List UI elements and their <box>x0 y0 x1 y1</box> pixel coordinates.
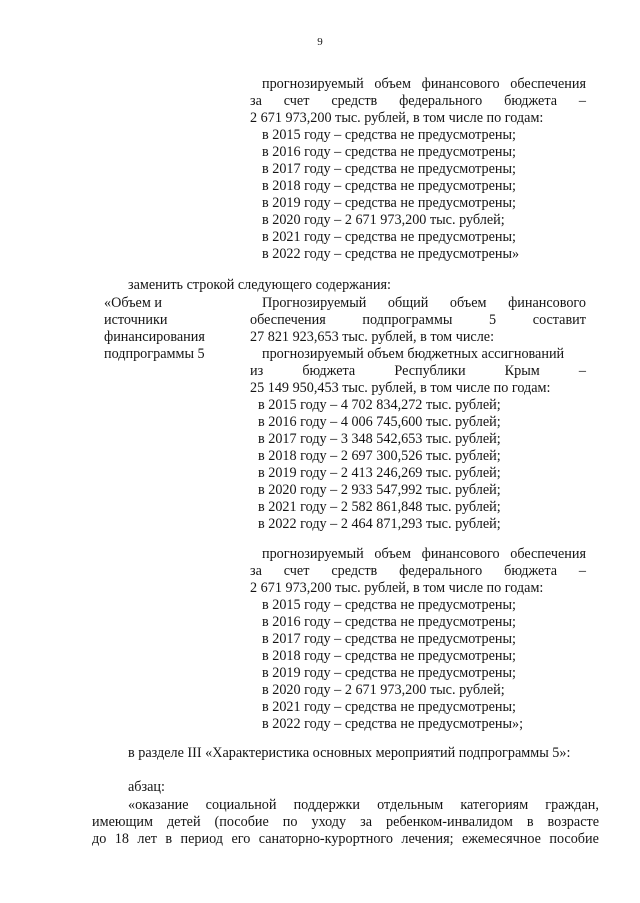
word: пособие <box>549 831 599 847</box>
word: обеспечения <box>510 76 586 92</box>
word: прогнозируемый <box>262 76 364 92</box>
block2-line5 <box>250 363 586 379</box>
section-line: в разделе III «Характеристика основных мероприятий подпрограммы 5»: <box>128 745 571 761</box>
word: счет <box>283 93 310 109</box>
left-column-label: подпрограммы 5 <box>104 346 205 362</box>
block3-year-row: в 2020 году – 2 671 973,200 тыс. рублей; <box>262 682 505 698</box>
block1-total: 2 671 973,200 тыс. рублей, в том числе по годам: <box>250 110 544 126</box>
word: счет <box>283 563 310 579</box>
block2-year-row: в 2018 году – 2 697 300,526 тыс. рублей; <box>258 448 501 464</box>
word: период <box>180 831 224 847</box>
block1-year-row: в 2021 году – средства не предусмотрены; <box>262 229 516 245</box>
word: федерального <box>399 93 483 109</box>
word: обеспечения <box>250 312 326 328</box>
left-column-label: источники <box>104 312 168 328</box>
word: обеспечения <box>510 546 586 562</box>
word: за <box>360 814 373 830</box>
para-line2 <box>92 814 599 830</box>
word: в <box>526 814 534 830</box>
block2-line4: прогнозируемый объем бюджетных ассигнований <box>262 346 565 362</box>
word: социальной <box>205 797 277 813</box>
word: лечения; <box>401 831 454 847</box>
block3-year-row: в 2019 году – средства не предусмотрены; <box>262 665 516 681</box>
word: санаторно-курортного <box>258 831 393 847</box>
word: подпрограммы <box>362 312 453 328</box>
word: лет <box>137 831 157 847</box>
word: федерального <box>399 563 483 579</box>
word: финансового <box>508 295 586 311</box>
word: ежемесячное <box>461 831 541 847</box>
word: 5 <box>489 312 497 328</box>
block3-year-row: в 2022 году – средства не предусмотрены»; <box>262 716 524 732</box>
word: Прогнозируемый <box>262 295 367 311</box>
word: объем <box>374 76 411 92</box>
block1-line2 <box>250 93 586 109</box>
word: – <box>578 563 586 579</box>
word: имеющим <box>92 814 153 830</box>
word: из <box>250 363 264 379</box>
block3-year-row: в 2018 году – средства не предусмотрены; <box>262 648 516 664</box>
word: категориям <box>460 797 529 813</box>
word: до <box>92 831 107 847</box>
block1-year-row: в 2019 году – средства не предусмотрены; <box>262 195 516 211</box>
block3-year-row: в 2021 году – средства не предусмотрены; <box>262 699 516 715</box>
word: отдельным <box>377 797 444 813</box>
word: финансового <box>421 76 500 92</box>
word: общий <box>387 295 429 311</box>
block3-year-row: в 2015 году – средства не предусмотрены; <box>262 597 516 613</box>
left-column-label: финансирования <box>104 329 205 345</box>
abzac-line: абзац: <box>128 779 165 795</box>
word: за <box>250 563 262 579</box>
word: Крым <box>504 363 540 379</box>
block2-line3: 27 821 923,653 тыс. рублей, в том числе: <box>250 329 495 345</box>
word: возрасте <box>547 814 599 830</box>
block3-year-row: в 2016 году – средства не предусмотрены; <box>262 614 516 630</box>
block3-line2 <box>250 563 586 579</box>
word: детей <box>166 814 201 830</box>
word: средств <box>331 563 378 579</box>
block2-year-row: в 2016 году – 4 006 745,600 тыс. рублей; <box>258 414 501 430</box>
block1-year-row: в 2016 году – средства не предусмотрены; <box>262 144 516 160</box>
block1-year-row: в 2015 году – средства не предусмотрены; <box>262 127 516 143</box>
word: средств <box>331 93 378 109</box>
block1-year-row: в 2022 году – средства не предусмотрены» <box>262 246 520 262</box>
word: – <box>578 363 586 379</box>
block2-line6: 25 149 950,453 тыс. рублей, в том числе по годам: <box>250 380 551 396</box>
block1-intro <box>262 76 586 92</box>
para-line1 <box>128 797 599 813</box>
block2-year-row: в 2020 году – 2 933 547,992 тыс. рублей; <box>258 482 501 498</box>
block1-year-row: в 2017 году – средства не предусмотрены; <box>262 161 516 177</box>
word: бюджета <box>302 363 356 379</box>
block3-year-row: в 2017 году – средства не предусмотрены; <box>262 631 516 647</box>
word: поддержки <box>293 797 360 813</box>
word: прогнозируемый <box>262 546 364 562</box>
left-column-label: «Объем и <box>104 295 162 311</box>
block3-intro <box>262 546 586 562</box>
block1-year-row: в 2018 году – средства не предусмотрены; <box>262 178 516 194</box>
word: 18 <box>114 831 129 847</box>
block1-year-row: в 2020 году – 2 671 973,200 тыс. рублей; <box>262 212 505 228</box>
word: уходу <box>311 814 347 830</box>
word: «оказание <box>128 797 189 813</box>
word: ребенком-инвалидом <box>386 814 513 830</box>
para-line3 <box>92 831 599 847</box>
block2-year-row: в 2017 году – 3 348 542,653 тыс. рублей; <box>258 431 501 447</box>
replace-line: заменить строкой следующего содержания: <box>128 277 391 293</box>
block3-total: 2 671 973,200 тыс. рублей, в том числе по годам: <box>250 580 544 596</box>
word: за <box>250 93 262 109</box>
word: объем <box>374 546 411 562</box>
word: его <box>231 831 251 847</box>
word: финансового <box>421 546 500 562</box>
word: по <box>282 814 298 830</box>
word: объем <box>449 295 487 311</box>
word: бюджета <box>504 93 558 109</box>
word: – <box>578 93 586 109</box>
block2-line2 <box>250 312 586 328</box>
word: Республики <box>394 363 466 379</box>
page-number: 9 <box>317 36 323 48</box>
word: в <box>165 831 173 847</box>
block2-year-row: в 2022 году – 2 464 871,293 тыс. рублей; <box>258 516 501 532</box>
word: бюджета <box>504 563 558 579</box>
word: составит <box>532 312 586 328</box>
block2-year-row: в 2015 году – 4 702 834,272 тыс. рублей; <box>258 397 501 413</box>
block2-year-row: в 2019 году – 2 413 246,269 тыс. рублей; <box>258 465 501 481</box>
block2-line1 <box>262 295 586 311</box>
block2-year-row: в 2021 году – 2 582 861,848 тыс. рублей; <box>258 499 501 515</box>
word: (пособие <box>214 814 269 830</box>
word: граждан, <box>545 797 599 813</box>
